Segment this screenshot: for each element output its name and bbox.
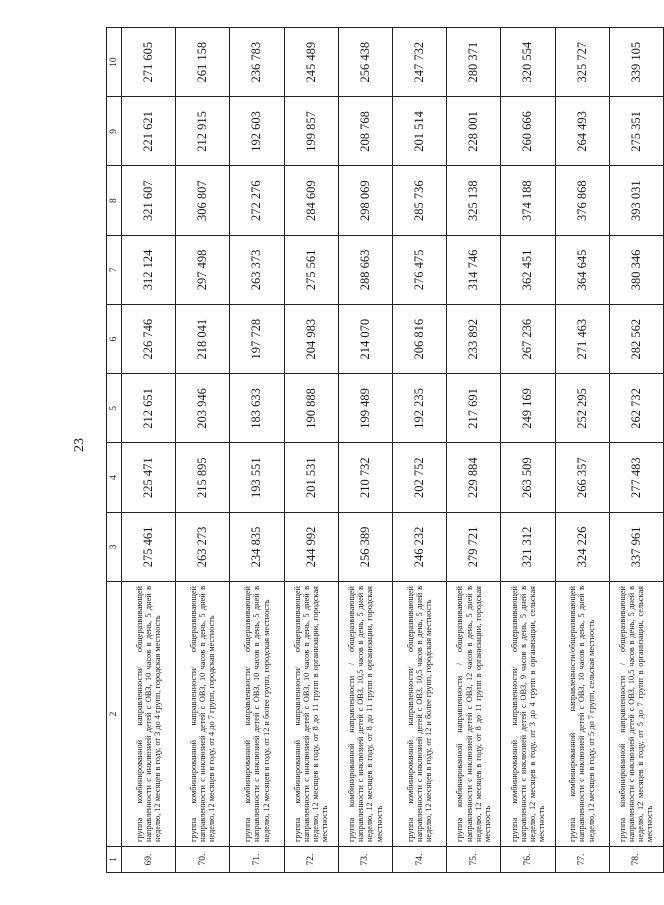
cost-value: 214 070 [338,305,392,374]
table-row [338,28,392,873]
row-number: 74. [392,847,446,873]
row-number: 75. [447,847,501,873]
cost-value: 275 461 [122,512,176,581]
cost-value: 206 816 [392,305,446,374]
cost-value: 288 663 [338,235,392,304]
cost-value: 297 498 [176,235,230,304]
cost-value: 208 768 [338,97,392,166]
table-row [609,28,663,873]
cost-value: 271 463 [555,305,609,374]
cost-value: 218 041 [176,305,230,374]
cost-value: 183 633 [230,374,284,443]
cost-value: 226 746 [122,305,176,374]
group-description: группа комбинированной направленности / общеразвивающей направленности с инклюзией детей с ОВЗ, 10,5 часов в день, 5 дней в неделю, 12 месяцев в году, от 8 до 11 групп в организации, городская местность [338,582,392,847]
group-description: группа комбинированной направленности/общеразвивающей направленности с инклюзией детей с ОВЗ, 10 часов в день, 5 дней в неделю, 12 месяцев в году, от 5 до 7 групп, сельская местность [555,582,609,847]
cost-value: 284 609 [284,166,338,235]
column-header: 4 [107,443,122,512]
row-number: 76. [501,847,555,873]
cost-value: 263 509 [501,443,555,512]
cost-value: 204 983 [284,305,338,374]
cost-value: 221 621 [122,97,176,166]
cost-value: 217 691 [447,374,501,443]
cost-value: 212 651 [122,374,176,443]
cost-value: 362 451 [501,235,555,304]
cost-value: 244 992 [284,512,338,581]
cost-value: 280 371 [447,28,501,97]
cost-value: 212 915 [176,97,230,166]
cost-value: 282 562 [609,305,663,374]
cost-value: 199 857 [284,97,338,166]
cost-value: 215 895 [176,443,230,512]
row-number: 72. [284,847,338,873]
cost-value: 262 732 [609,374,663,443]
cost-value: 256 389 [338,512,392,581]
cost-value: 314 746 [447,235,501,304]
cost-value: 233 892 [447,305,501,374]
cost-value: 225 471 [122,443,176,512]
cost-value: 193 551 [230,443,284,512]
cost-value: 285 736 [392,166,446,235]
cost-value: 247 732 [392,28,446,97]
table-row [501,28,555,873]
row-number: 71. [230,847,284,873]
cost-value: 234 835 [230,512,284,581]
group-description: группа комбинированной направленности/ общеразвивающей направленности с инклюзией детей с ОВЗ, 10 часов в день, 5 дней в неделю, 12 месяцев в году, от 12 и более групп, городская местность [230,582,284,847]
group-description: группа комбинированной направленности/ общеразвивающей направленности с инклюзией детей с ОВЗ, 9 часов в день, 5 дней в неделю, 12 месяцев в году, от 3 до 4 групп в организации, сельская местность [501,582,555,847]
cost-value: 236 783 [230,28,284,97]
cost-value: 324 226 [555,512,609,581]
cost-value: 261 158 [176,28,230,97]
cost-value: 374 188 [501,166,555,235]
cost-value: 264 493 [555,97,609,166]
table-row [122,28,176,873]
cost-value: 192 235 [392,374,446,443]
cost-value: 229 884 [447,443,501,512]
group-description: группа комбинированной направленности / общеразвивающей направленности с инклюзией детей с ОВЗ, 10,5 часов в день, 5 дней в неделю, 12 месяцев в году, от 5 до 7 групп в организации, сельская местность [609,582,663,847]
column-header: 5 [107,374,122,443]
cost-value: 266 357 [555,443,609,512]
cost-value: 321 312 [501,512,555,581]
row-number: 70. [176,847,230,873]
cost-value: 192 603 [230,97,284,166]
group-description: группа комбинированной направленности/ общеразвивающей направленности с инклюзией детей с ОВЗ, 10 часов в день, 5 дней в неделю, 12 месяцев в году, от 3 до 4 групп, городская местность [122,582,176,847]
cost-value: 325 138 [447,166,501,235]
header-row [107,28,122,873]
cost-value: 190 888 [284,374,338,443]
column-header: 3 [107,512,122,581]
cost-value: 252 295 [555,374,609,443]
cost-value: 228 001 [447,97,501,166]
cost-value: 260 666 [501,97,555,166]
cost-value: 263 273 [176,512,230,581]
group-description: группа комбинированной направленности / общеразвивающей направленности с инклюзией детей с ОВЗ, 12 часов в день, 5 дней в неделю, 12 месяцев в году, от 8 до 11 групп в организации, городская местность [447,582,501,847]
cost-value: 276 475 [392,235,446,304]
cost-value: 275 351 [609,97,663,166]
cost-value: 380 346 [609,235,663,304]
row-number: 73. [338,847,392,873]
cost-value: 249 169 [501,374,555,443]
cost-value: 272 276 [230,166,284,235]
cost-value: 393 031 [609,166,663,235]
column-header: 6 [107,305,122,374]
cost-value: 246 232 [392,512,446,581]
page-number: 23 [72,438,87,452]
cost-value: 203 946 [176,374,230,443]
cost-value: 275 561 [284,235,338,304]
cost-value: 312 124 [122,235,176,304]
group-description: группа комбинированной направленности/ общеразвивающей направленности с инклюзией детей с ОВЗ, 10,5 часов в день, 5 дней в неделю, 12 месяцев в году, от 12 и более групп, городская местность [392,582,446,847]
group-description: группа комбинированной направленности/ общеразвивающей направленности с инклюзией детей с ОВЗ, 10 часов в день, 5 дней в неделю, 12 месяцев в году, от 8 до 11 групп в организации, городская местность [284,582,338,847]
cost-value: 298 069 [338,166,392,235]
table-body [122,28,664,873]
cost-value: 199 489 [338,374,392,443]
cost-value: 277 483 [609,443,663,512]
group-description: группа комбинированной направленности/ общеразвивающей направленности с инклюзией детей с ОВЗ, 10 часов в день, 5 дней в неделю, 12 месяцев в году, от 4 до 7 групп, городская местность [176,582,230,847]
table-row [284,28,338,873]
cost-value: 325 727 [555,28,609,97]
table-container [106,28,662,873]
cost-value: 201 514 [392,97,446,166]
row-number: 78. [609,847,663,873]
table-row [447,28,501,873]
cost-value: 279 721 [447,512,501,581]
cost-value: 210 732 [338,443,392,512]
column-header: 2 [107,582,122,847]
cost-value: 197 728 [230,305,284,374]
cost-value: 364 645 [555,235,609,304]
cost-value: 376 868 [555,166,609,235]
cost-table [106,27,664,873]
table-row [555,28,609,873]
table-row [392,28,446,873]
column-header: 7 [107,235,122,304]
cost-value: 306 807 [176,166,230,235]
cost-value: 256 438 [338,28,392,97]
table-row [230,28,284,873]
cost-value: 271 605 [122,28,176,97]
column-header: 10 [107,28,122,97]
column-header: 1 [107,847,122,873]
cost-value: 321 607 [122,166,176,235]
column-header: 9 [107,97,122,166]
cost-value: 320 554 [501,28,555,97]
cost-value: 202 752 [392,443,446,512]
cost-value: 263 373 [230,235,284,304]
row-number: 69. [122,847,176,873]
row-number: 77. [555,847,609,873]
cost-value: 201 531 [284,443,338,512]
cost-value: 245 489 [284,28,338,97]
table-row [176,28,230,873]
cost-value: 337 961 [609,512,663,581]
column-header: 8 [107,166,122,235]
cost-value: 267 236 [501,305,555,374]
cost-value: 339 105 [609,28,663,97]
rotated-page-area [106,28,662,873]
